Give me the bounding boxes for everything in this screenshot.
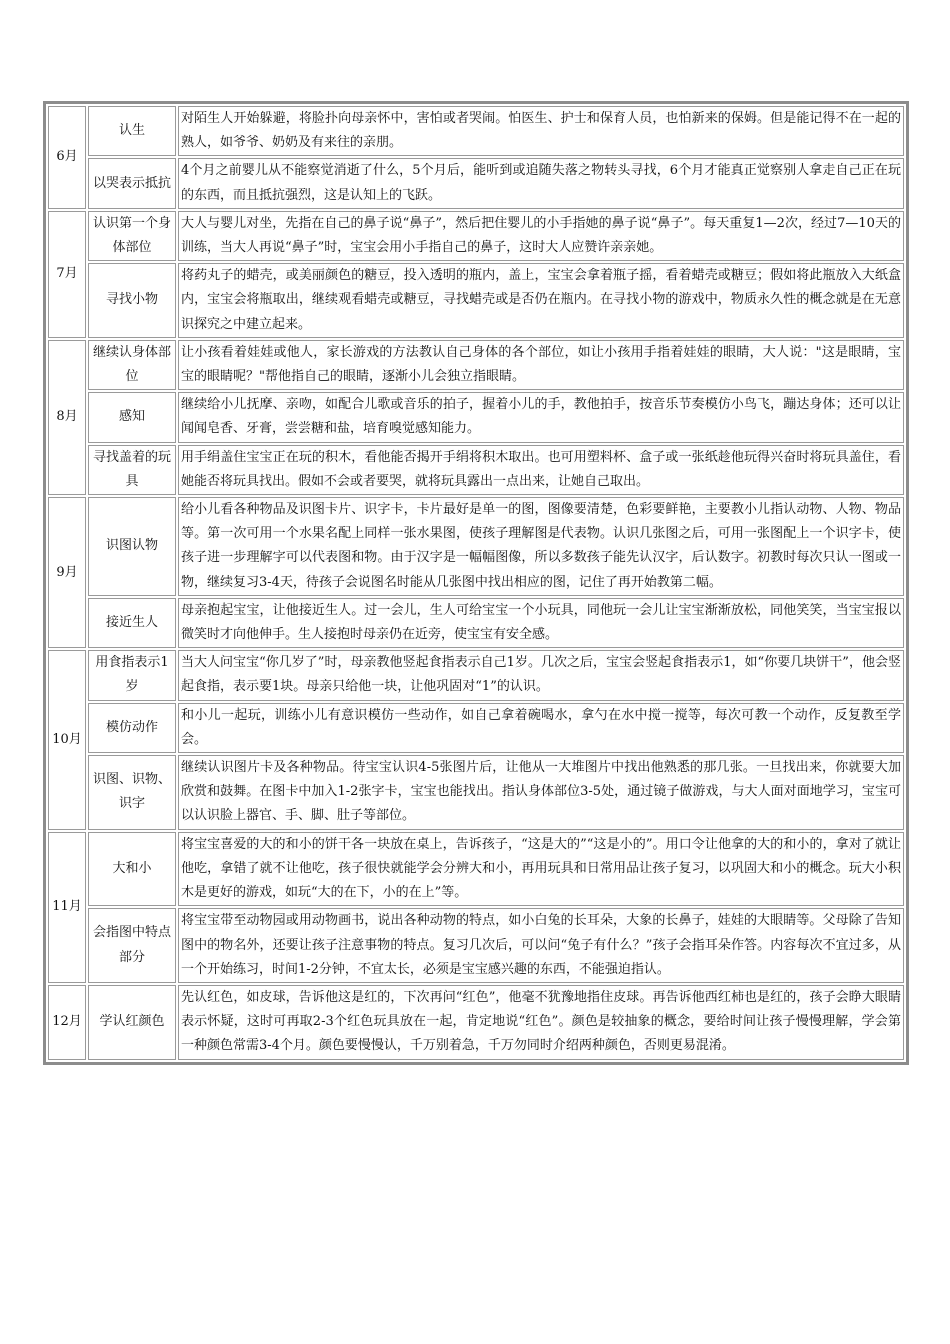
topic-cell: 接近生人 xyxy=(88,598,176,648)
month-cell: 9月 xyxy=(48,497,86,648)
table-row xyxy=(48,650,904,700)
topic-cell: 寻找盖着的玩具 xyxy=(88,445,176,495)
topic-cell: 模仿动作 xyxy=(88,703,176,753)
topic-cell: 寻找小物 xyxy=(88,263,176,338)
table-row xyxy=(48,340,904,390)
month-cell: 10月 xyxy=(48,650,86,829)
table-row xyxy=(48,445,904,495)
table-row xyxy=(48,703,904,753)
table-row xyxy=(48,158,904,208)
topic-cell: 识图认物 xyxy=(88,497,176,596)
topic-cell: 大和小 xyxy=(88,832,176,907)
month-cell: 7月 xyxy=(48,211,86,338)
description-cell: 给小儿看各种物品及识图卡片、识字卡，卡片最好是单一的图，图像要清楚，色彩要鲜艳，主要教小儿指认动物、人物、物品等。第一次可用一个水果名配上同样一张水果图，使孩子理解图是代表物。认识几张图之后，可用一张图配上一个识字卡，使孩子进一步理解字可以代表图和物。由于汉字是一幅幅图像，所以多数孩子能先认汉字，后认数字。初教时每次只认一图或一物，继续复习3-4天，待孩子会说图名时能从几张图中找出相应的图，记住了再开始教第二幅。 xyxy=(178,497,904,596)
description-cell: 先认红色，如皮球，告诉他这是红的，下次再问“红色”，他毫不犹豫地指住皮球。再告诉他西红柿也是红的，孩子会睁大眼睛表示怀疑，这时可再取2-3个红色玩具放在一起，肯定地说“红色”。颜色是较抽象的概念，要给时间让孩子慢慢理解，学会第一种颜色常需3-4个月。颜色要慢慢认，千万别着急，千万勿同时介绍两种颜色，否则更易混淆。 xyxy=(178,985,904,1060)
description-cell: 继续给小儿抚摩、亲吻，如配合儿歌或音乐的拍子，握着小儿的手，教他拍手，按音乐节奏模仿小鸟飞，蹦达身体；还可以让闻闻皂香、牙膏，尝尝糖和盐，培育嗅觉感知能力。 xyxy=(178,392,904,442)
table-row xyxy=(48,263,904,338)
table-row xyxy=(48,832,904,907)
month-cell: 12月 xyxy=(48,985,86,1060)
table-row xyxy=(48,908,904,983)
description-cell: 继续认识图片卡及各种物品。待宝宝认识4-5张图片后，让他从一大堆图片中找出他熟悉的那几张。一旦找出来，你就要大加欣赏和鼓舞。在图卡中加入1-2张字卡，宝宝也能找出。指认身体部位3-5处，通过镜子做游戏，与大人面对面地学习，宝宝可以认识脸上器官、手、脚、肚子等部位。 xyxy=(178,755,904,830)
description-cell: 大人与婴儿对坐，先指在自己的鼻子说“鼻子”，然后把住婴儿的小手指她的鼻子说“鼻子”。每天重复1—2次，经过7—10天的训练，当大人再说“鼻子”时，宝宝会用小手指自己的鼻子，这时大人应赞许亲亲她。 xyxy=(178,211,904,261)
table-row xyxy=(48,985,904,1060)
table-row xyxy=(48,598,904,648)
description-cell: 用手绢盖住宝宝正在玩的积木，看他能否揭开手绢将积木取出。也可用塑料杯、盒子或一张纸趁他玩得兴奋时将玩具盖住，看她能否将玩具找出。假如不会或者要哭，就将玩具露出一点出来，让她自己取出。 xyxy=(178,445,904,495)
month-cell: 11月 xyxy=(48,832,86,983)
table-row xyxy=(48,497,904,596)
topic-cell: 继续认身体部位 xyxy=(88,340,176,390)
topic-cell: 以哭表示抵抗 xyxy=(88,158,176,208)
table-body xyxy=(48,106,904,1060)
topic-cell: 认生 xyxy=(88,106,176,156)
table-row xyxy=(48,392,904,442)
topic-cell: 认识第一个身体部位 xyxy=(88,211,176,261)
topic-cell: 识图、识物、识字 xyxy=(88,755,176,830)
description-cell: 将药丸子的蜡壳，或美丽颜色的糖豆，投入透明的瓶内，盖上，宝宝会拿着瓶子摇，看着蜡壳或糖豆；假如将此瓶放入大纸盒内，宝宝会将瓶取出，继续观看蜡壳或糖豆，寻找蜡壳或是否仍在瓶内。在寻找小物的游戏中，物质永久性的概念就是在无意识探究之中建立起来。 xyxy=(178,263,904,338)
description-cell: 和小儿一起玩，训练小儿有意识模仿一些动作，如自己拿着碗喝水，拿勺在水中搅一搅等，每次可教一个动作，反复教至学会。 xyxy=(178,703,904,753)
description-cell: 将宝宝喜爱的大的和小的饼干各一块放在桌上，告诉孩子，“这是大的”“这是小的”。用口令让他拿的大的和小的，拿对了就让他吃，拿错了就不让他吃，孩子很快就能学会分辨大和小，再用玩具和日常用品让孩子复习，以巩固大和小的概念。玩大小积木是更好的游戏，如玩“大的在下，小的在上”等。 xyxy=(178,832,904,907)
topic-cell: 会指图中特点部分 xyxy=(88,908,176,983)
month-cell: 8月 xyxy=(48,340,86,495)
development-table xyxy=(43,101,909,1065)
description-cell: 4个月之前婴儿从不能察觉消逝了什么，5个月后，能听到或追随失落之物转头寻找，6个月才能真正觉察别人拿走自己正在玩的东西，而且抵抗强烈，这是认知上的飞跃。 xyxy=(178,158,904,208)
table-row xyxy=(48,755,904,830)
description-cell: 母亲抱起宝宝，让他接近生人。过一会儿，生人可给宝宝一个小玩具，同他玩一会儿让宝宝渐渐放松，同他笑笑，当宝宝报以微笑时才向他伸手。生人接抱时母亲仍在近旁，使宝宝有安全感。 xyxy=(178,598,904,648)
topic-cell: 感知 xyxy=(88,392,176,442)
topic-cell: 学认红颜色 xyxy=(88,985,176,1060)
description-cell: 对陌生人开始躲避，将脸扑向母亲怀中，害怕或者哭闹。怕医生、护士和保育人员，也怕新来的保姆。但是能记得不在一起的熟人，如爷爷、奶奶及有来往的亲朋。 xyxy=(178,106,904,156)
description-cell: 让小孩看着娃娃或他人，家长游戏的方法教认自己身体的各个部位，如让小孩用手指着娃娃的眼睛，大人说："这是眼睛，宝宝的眼睛呢？"帮他指自己的眼睛，逐渐小儿会独立指眼睛。 xyxy=(178,340,904,390)
description-cell: 将宝宝带至动物园或用动物画书，说出各种动物的特点，如小白兔的长耳朵，大象的长鼻子，娃娃的大眼睛等。父母除了告知图中的物名外，还要让孩子注意事物的特点。复习几次后，可以问“兔子有什么？”孩子会指耳朵作答。内容每次不宜过多，从一个开始练习，时间1-2分钟，不宜太长，必须是宝宝感兴趣的东西，不能强迫指认。 xyxy=(178,908,904,983)
table-row xyxy=(48,211,904,261)
month-cell: 6月 xyxy=(48,106,86,209)
description-cell: 当大人问宝宝“你几岁了”时，母亲教他竖起食指表示自己1岁。几次之后，宝宝会竖起食指表示1，如“你要几块饼干”，他会竖起食指，表示要1块。母亲只给他一块，让他巩固对“1”的认识。 xyxy=(178,650,904,700)
topic-cell: 用食指表示1岁 xyxy=(88,650,176,700)
table-row xyxy=(48,106,904,156)
